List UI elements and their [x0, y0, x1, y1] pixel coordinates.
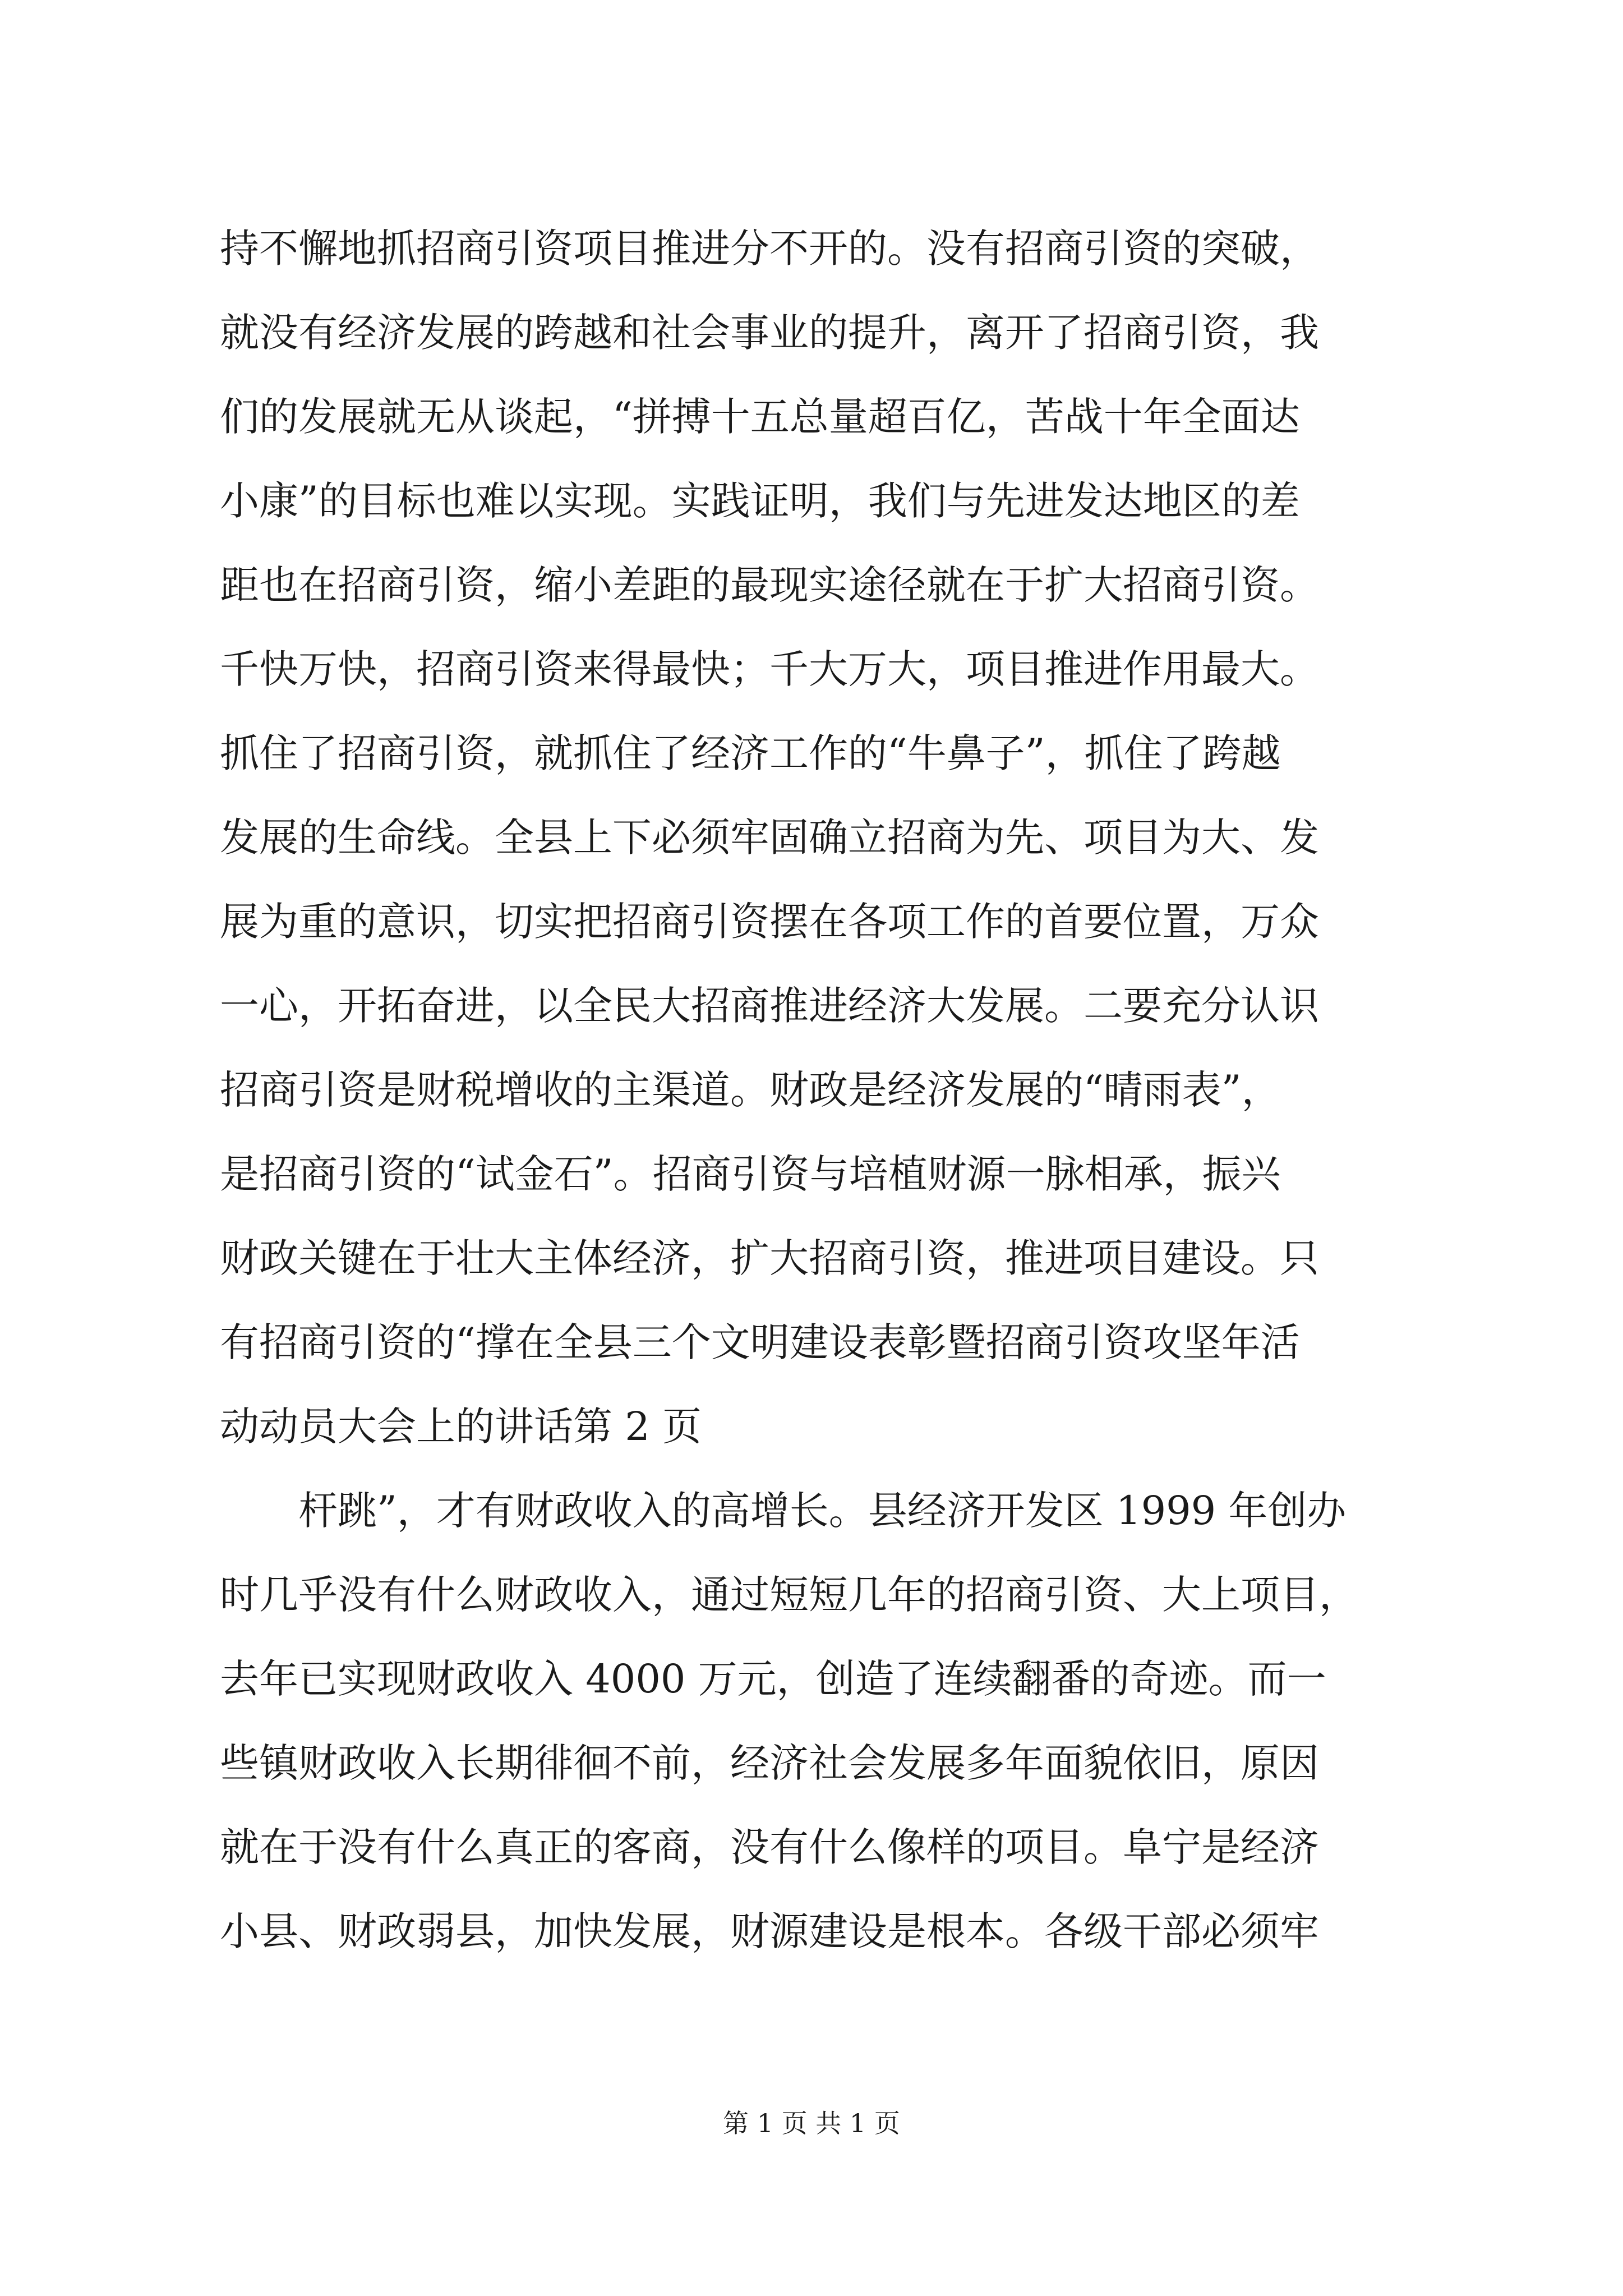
text-line: 是招商引资的“试金石”。招商引资与培植财源一脉相承，振兴 — [220, 1151, 1281, 1197]
text-line: 去年已实现财政收入 4000 万元，创造了连续翻番的奇迹。而一 — [220, 1656, 1326, 1702]
text-line: 时几乎没有什么财政收入，通过短短几年的招商引资、大上项目， — [220, 1572, 1358, 1618]
text-line: 距也在招商引资，缩小差距的最现实途径就在于扩大招商引资。 — [220, 562, 1319, 608]
text-line: 持不懈地抓招商引资项目推进分不开的。没有招商引资的突破， — [220, 226, 1319, 272]
page-footer: 第 1 页 共 1 页 — [723, 2108, 900, 2138]
text-line: 千快万快，招商引资来得最快；千大万大，项目推进作用最大。 — [220, 646, 1319, 692]
text-line: 就在于没有什么真正的客商，没有什么像样的项目。阜宁是经济 — [220, 1824, 1319, 1870]
text-line: 财政关键在于壮大主体经济，扩大招商引资，推进项目建设。只 — [220, 1235, 1319, 1281]
text-line: 发展的生命线。全县上下必须牢固确立招商为先、项目为大、发 — [220, 815, 1319, 861]
text-line: 有招商引资的“撑在全县三个文明建设表彰暨招商引资攻坚年活 — [220, 1319, 1300, 1365]
text-line: 些镇财政收入长期徘徊不前，经济社会发展多年面貌依旧，原因 — [220, 1740, 1319, 1786]
text-line: 就没有经济发展的跨越和社会事业的提升，离开了招商引资，我 — [220, 310, 1319, 356]
text-line: 抓住了招商引资，就抓住了经济工作的“牛鼻子”，抓住了跨越 — [220, 730, 1281, 776]
text-line: 小县、财政弱县，加快发展，财源建设是根本。各级干部必须牢 — [220, 1908, 1319, 1954]
text-line-indented: 杆跳”，才有财政收入的高增长。县经济开发区 1999 年创办 — [298, 1488, 1347, 1534]
text-line: 动动员大会上的讲话第 2 页 — [220, 1404, 702, 1450]
text-line: 一心，开拓奋进，以全民大招商推进经济大发展。二要充分认识 — [220, 983, 1319, 1029]
text-line: 招商引资是财税增收的主渠道。财政是经济发展的“晴雨表”， — [220, 1067, 1281, 1113]
text-line: 小康”的目标也难以实现。实践证明，我们与先进发达地区的差 — [220, 478, 1300, 524]
body-text — [220, 206, 1431, 1973]
text-line: 们的发展就无从谈起，“拼搏十五总量超百亿，苦战十年全面达 — [220, 394, 1300, 440]
text-line: 展为重的意识，切实把招商引资摆在各项工作的首要位置，万众 — [220, 899, 1319, 945]
